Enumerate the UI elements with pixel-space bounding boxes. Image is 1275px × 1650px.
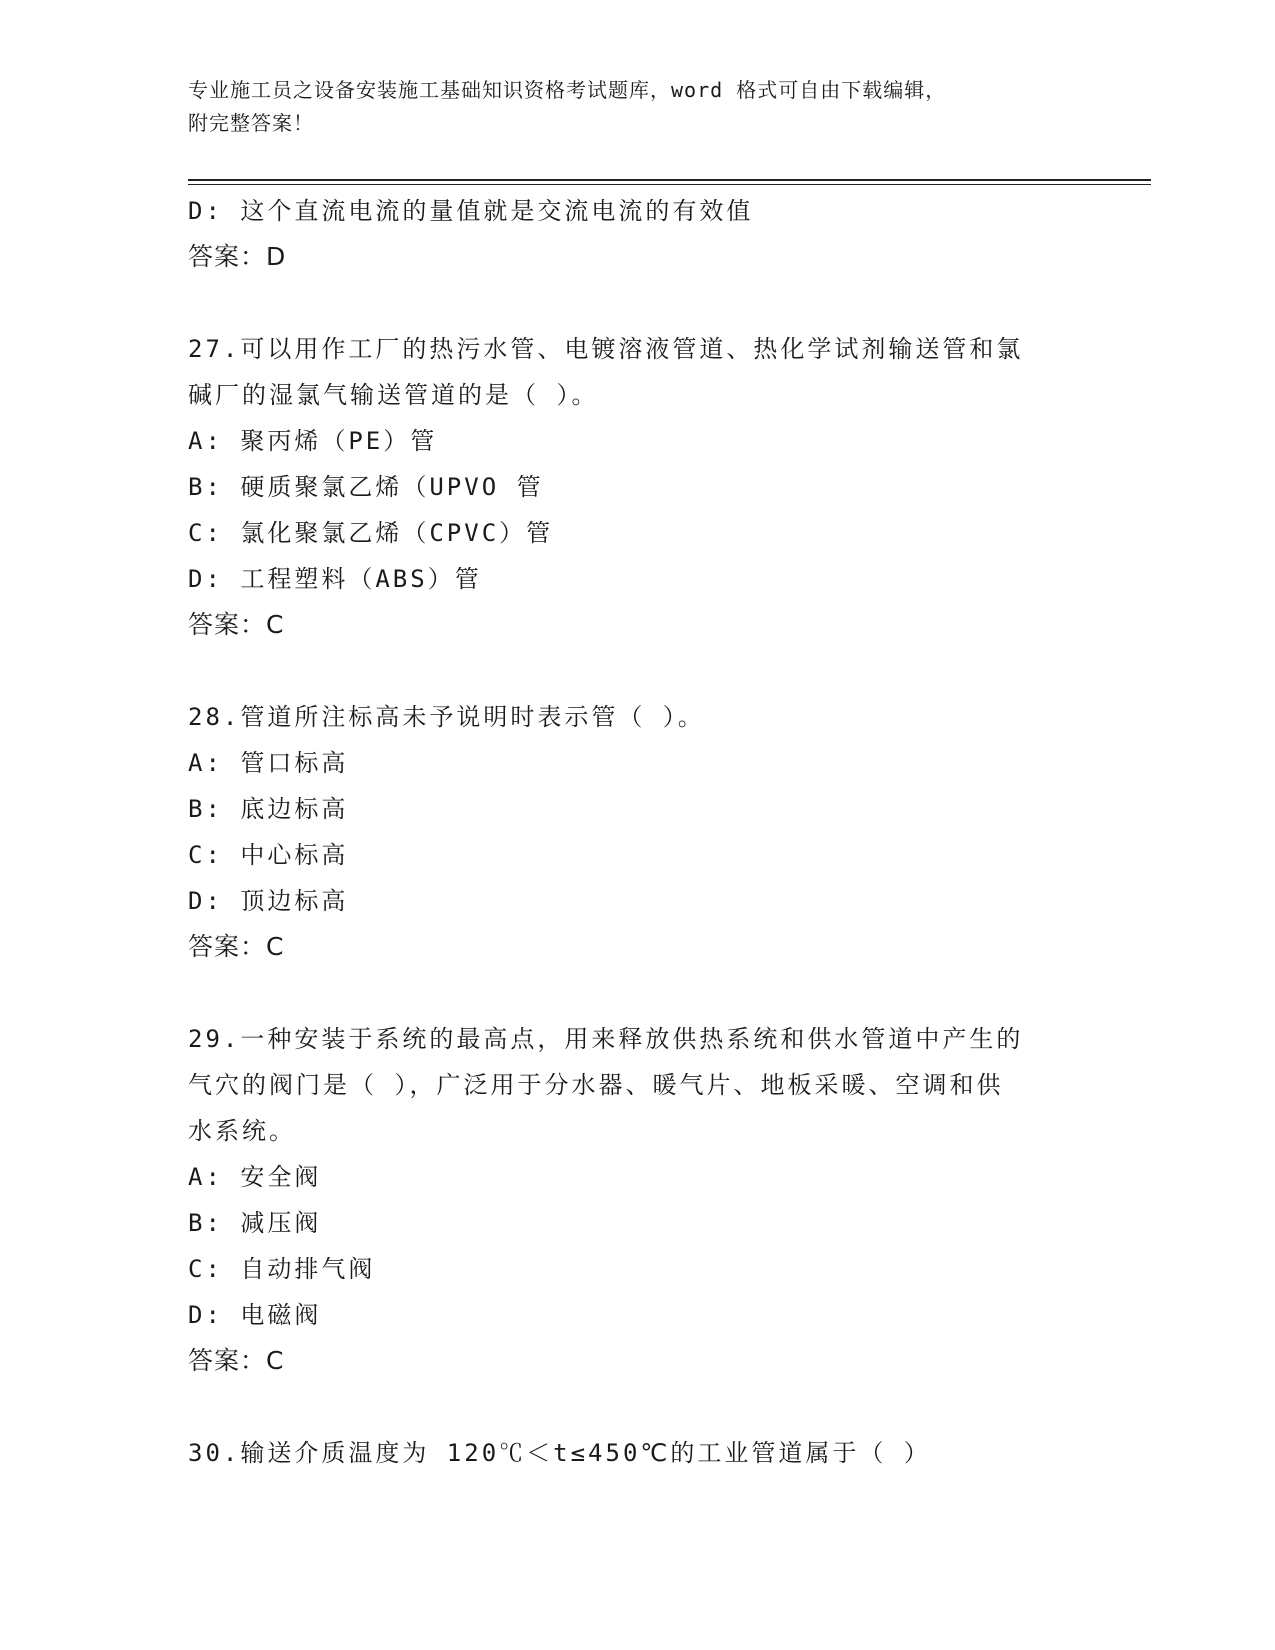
question-stem-line: 30.输送介质温度为 120℃＜t≤450℃的工业管道属于（ ）: [188, 1439, 931, 1467]
document-header: [188, 74, 1088, 140]
option-d: D: 顶边标高: [188, 887, 349, 915]
spacer: [188, 1384, 1088, 1430]
header-line-1: 专业施工员之设备安装施工基础知识资格考试题库，word 格式可自由下载编辑，: [188, 78, 947, 102]
question-stem-line: 气穴的阀门是（ ），广泛用于分水器、暖气片、地板采暖、空调和供: [188, 1071, 1004, 1099]
header-divider-thin: [188, 184, 1151, 185]
question-stem-line: 碱厂的湿氯气输送管道的是（ ）。: [188, 381, 599, 409]
answer: 答案：C: [188, 1346, 285, 1375]
option-b: B: 减压阀: [188, 1209, 322, 1237]
header-divider-thick: [188, 179, 1151, 181]
option-a: A: 安全阀: [188, 1163, 322, 1191]
prev-answer: 答案：D: [188, 242, 287, 271]
question-27: [188, 326, 1088, 648]
header-line-2: 附完整答案！: [188, 111, 314, 135]
spacer: [188, 648, 1088, 694]
question-stem-line: 29.一种安装于系统的最高点，用来释放供热系统和供水管道中产生的: [188, 1025, 1024, 1053]
option-c: C: 自动排气阀: [188, 1255, 376, 1283]
spacer: [188, 970, 1088, 1016]
spacer: [188, 280, 1088, 326]
answer: 答案：C: [188, 932, 285, 961]
answer: 答案：C: [188, 610, 285, 639]
option-c: C: 中心标高: [188, 841, 349, 869]
option-b: B: 底边标高: [188, 795, 349, 823]
option-d: D: 电磁阀: [188, 1301, 322, 1329]
question-stem-line: 27.可以用作工厂的热污水管、电镀溶液管道、热化学试剂输送管和氯: [188, 335, 1024, 363]
question-stem-line: 28.管道所注标高未予说明时表示管（ ）。: [188, 703, 705, 731]
option-d: D: 工程塑料（ABS）管: [188, 565, 482, 593]
option-a: A: 管口标高: [188, 749, 349, 777]
question-30: [188, 1430, 1088, 1476]
question-stem-line: 水系统。: [188, 1117, 296, 1145]
prev-option-d: D: 这个直流电流的量值就是交流电流的有效值: [188, 197, 754, 225]
option-c: C: 氯化聚氯乙烯（CPVC）管: [188, 519, 554, 547]
question-29: [188, 1016, 1088, 1384]
question-28: [188, 694, 1088, 970]
question-content: [188, 188, 1088, 1476]
option-b: B: 硬质聚氯乙烯（UPVO 管: [188, 473, 544, 501]
option-a: A: 聚丙烯（PE）管: [188, 427, 438, 455]
